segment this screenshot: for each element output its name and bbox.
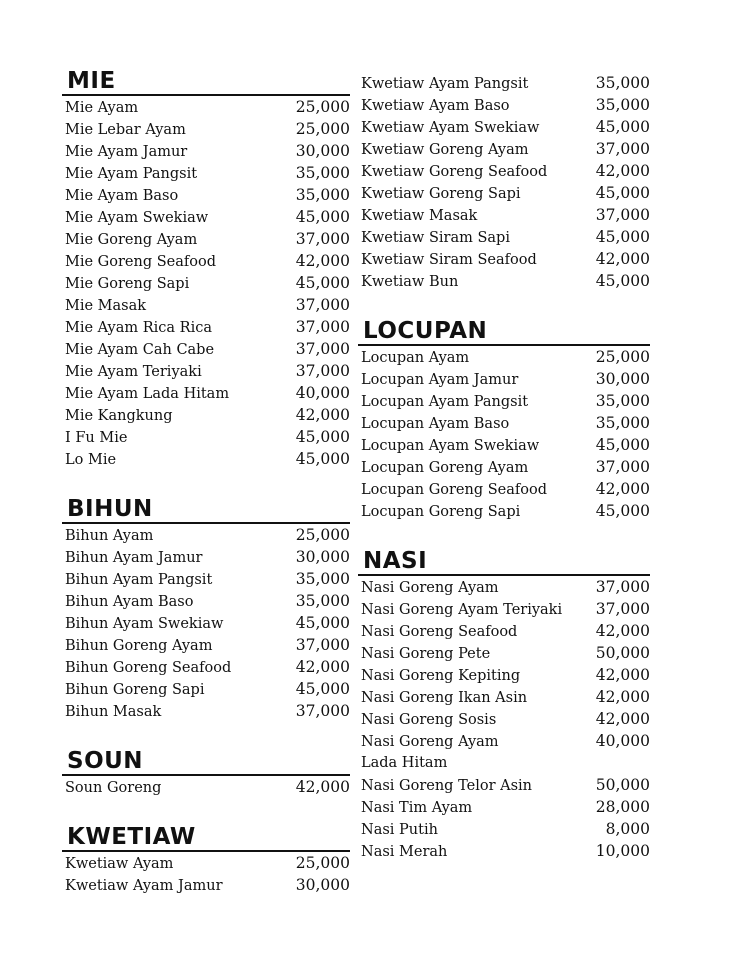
menu-item-row bbox=[62, 678, 350, 700]
menu-item-price: 42,000 bbox=[595, 710, 650, 728]
menu-item-name: Locupan Ayam Pangsit bbox=[361, 394, 529, 410]
section-soun bbox=[62, 748, 350, 798]
menu-item-price: 42,000 bbox=[295, 406, 350, 424]
menu-item-row bbox=[62, 338, 350, 360]
menu-item-name: Mie Kangkung bbox=[65, 408, 173, 424]
menu-item-price: 50,000 bbox=[595, 776, 650, 794]
section-title-locupan: LOCUPAN bbox=[358, 318, 650, 346]
menu-item-row bbox=[358, 840, 650, 862]
menu-item-price: 28,000 bbox=[595, 798, 650, 816]
menu-item-name: Kwetiaw Ayam Jamur bbox=[65, 878, 223, 894]
menu-item-row bbox=[358, 708, 650, 730]
menu-item-name: Lo Mie bbox=[65, 452, 117, 468]
menu-item-price: 35,000 bbox=[295, 570, 350, 588]
menu-item-name: Bihun Masak bbox=[65, 704, 162, 720]
menu-item-price: 42,000 bbox=[595, 250, 650, 268]
menu-item-name: Nasi Tim Ayam bbox=[361, 800, 473, 816]
menu-item-price: 50,000 bbox=[595, 644, 650, 662]
menu-item-price: 25,000 bbox=[295, 120, 350, 138]
menu-item-price: 37,000 bbox=[595, 578, 650, 596]
menu-item-name: Bihun Ayam Jamur bbox=[65, 550, 203, 566]
menu-item-price: 35,000 bbox=[595, 74, 650, 92]
menu-item-row bbox=[62, 656, 350, 678]
menu-item-name: Kwetiaw Bun bbox=[361, 274, 459, 290]
menu-item-name: Locupan Goreng Seafood bbox=[361, 482, 548, 498]
menu-column-right bbox=[358, 68, 650, 862]
menu-item-row bbox=[358, 434, 650, 456]
menu-item-name: Soun Goreng bbox=[65, 780, 162, 796]
section-title-mie: MIE bbox=[62, 68, 350, 96]
menu-item-price: 45,000 bbox=[295, 614, 350, 632]
menu-item-row bbox=[358, 664, 650, 686]
menu-item-name: Bihun Goreng Ayam bbox=[65, 638, 213, 654]
menu-item-name: Bihun Goreng Seafood bbox=[65, 660, 232, 676]
menu-item-name: Locupan Ayam Jamur bbox=[361, 372, 519, 388]
menu-item-name: Mie Ayam Rica Rica bbox=[65, 320, 213, 336]
menu-item-name: Kwetiaw Goreng Ayam bbox=[361, 142, 529, 158]
menu-item-row bbox=[358, 620, 650, 642]
menu-item-name: Mie Goreng Seafood bbox=[65, 254, 216, 270]
menu-item-row bbox=[358, 270, 650, 292]
menu-item-name: Kwetiaw Ayam Swekiaw bbox=[361, 120, 540, 136]
menu-item-name: Bihun Ayam bbox=[65, 528, 154, 544]
menu-item-price: 35,000 bbox=[595, 392, 650, 410]
menu-item-price: 37,000 bbox=[295, 636, 350, 654]
section-kwetiaw bbox=[62, 824, 350, 896]
menu-item-name: Mie Ayam Cah Cabe bbox=[65, 342, 215, 358]
menu-item-price: 30,000 bbox=[295, 142, 350, 160]
menu-item-row bbox=[358, 94, 650, 116]
menu-item-name: Locupan Ayam bbox=[361, 350, 470, 366]
menu-item-price: 30,000 bbox=[295, 548, 350, 566]
menu-item-name: Mie Goreng Sapi bbox=[65, 276, 190, 292]
menu-item-row bbox=[62, 96, 350, 118]
menu-item-name: Nasi Goreng Seafood bbox=[361, 624, 518, 640]
menu-item-name: Kwetiaw Siram Sapi bbox=[361, 230, 510, 246]
menu-item-price: 45,000 bbox=[295, 428, 350, 446]
menu-item-price: 37,000 bbox=[295, 362, 350, 380]
menu-item-row bbox=[62, 426, 350, 448]
menu-item-name: Nasi Putih bbox=[361, 822, 438, 838]
menu-item-name: Kwetiaw Ayam Baso bbox=[361, 98, 510, 114]
menu-column-left bbox=[62, 68, 350, 896]
menu-item-price: 37,000 bbox=[595, 140, 650, 158]
menu-item-price: 42,000 bbox=[595, 666, 650, 684]
menu-item-row bbox=[62, 162, 350, 184]
section-kwetiaw-continued bbox=[358, 72, 650, 292]
menu-item-name: Mie Ayam Swekiaw bbox=[65, 210, 209, 226]
menu-item-price: 45,000 bbox=[595, 184, 650, 202]
menu-item-row bbox=[62, 448, 350, 470]
menu-item-row bbox=[62, 700, 350, 722]
menu-item-price: 45,000 bbox=[595, 502, 650, 520]
menu-item-price: 42,000 bbox=[295, 252, 350, 270]
menu-item-row bbox=[358, 72, 650, 94]
menu-item-name: Nasi Goreng Ayam Teriyaki bbox=[361, 602, 563, 618]
menu-item-price: 37,000 bbox=[595, 206, 650, 224]
menu-item-name: Bihun Ayam Pangsit bbox=[65, 572, 213, 588]
menu-item-price: 37,000 bbox=[595, 458, 650, 476]
menu-item-row bbox=[62, 316, 350, 338]
menu-item-row bbox=[62, 184, 350, 206]
menu-item-price: 45,000 bbox=[595, 118, 650, 136]
menu-item-price: 30,000 bbox=[595, 370, 650, 388]
section-mie bbox=[62, 68, 350, 470]
menu-item-row bbox=[358, 774, 650, 796]
menu-item-price: 42,000 bbox=[595, 622, 650, 640]
menu-item-name: I Fu Mie bbox=[65, 430, 128, 446]
menu-item-name: Mie Ayam Baso bbox=[65, 188, 179, 204]
menu-item-row bbox=[358, 730, 650, 752]
menu-item-row bbox=[358, 346, 650, 368]
menu-item-row bbox=[358, 796, 650, 818]
menu-item-row bbox=[62, 294, 350, 316]
section-bihun bbox=[62, 496, 350, 722]
menu-item-name: Kwetiaw Siram Seafood bbox=[361, 252, 537, 268]
menu-item-row bbox=[358, 686, 650, 708]
menu-item-row bbox=[358, 500, 650, 522]
menu-item-row bbox=[62, 250, 350, 272]
menu-item-row bbox=[62, 382, 350, 404]
menu-item-name: Lada Hitam bbox=[361, 755, 448, 771]
menu-item-price: 45,000 bbox=[295, 208, 350, 226]
section-locupan bbox=[358, 318, 650, 522]
menu-item-row bbox=[358, 598, 650, 620]
menu-item-name: Nasi Goreng Ayam bbox=[361, 734, 499, 750]
menu-item-name: Locupan Goreng Sapi bbox=[361, 504, 521, 520]
menu-item-price: 30,000 bbox=[295, 876, 350, 894]
menu-item-name: Kwetiaw Masak bbox=[361, 208, 478, 224]
menu-item-name: Mie Ayam Teriyaki bbox=[65, 364, 202, 380]
menu-item-price: 8,000 bbox=[605, 820, 650, 838]
menu-item-row bbox=[62, 852, 350, 874]
menu-item-name: Kwetiaw Goreng Sapi bbox=[361, 186, 521, 202]
section-title-kwetiaw: KWETIAW bbox=[62, 824, 350, 852]
menu-item-price: 37,000 bbox=[295, 702, 350, 720]
menu-item-row bbox=[358, 412, 650, 434]
menu-item-row bbox=[358, 226, 650, 248]
menu-item-row bbox=[62, 272, 350, 294]
menu-item-row bbox=[358, 204, 650, 226]
menu-item-price: 40,000 bbox=[295, 384, 350, 402]
menu-item-name: Locupan Goreng Ayam bbox=[361, 460, 529, 476]
menu-item-name: Kwetiaw Ayam Pangsit bbox=[361, 76, 529, 92]
menu-item-price: 37,000 bbox=[295, 296, 350, 314]
menu-item-price: 42,000 bbox=[295, 658, 350, 676]
menu-item-name: Bihun Goreng Sapi bbox=[65, 682, 205, 698]
menu-item-price: 25,000 bbox=[295, 98, 350, 116]
menu-item-row bbox=[62, 776, 350, 798]
menu-item-price: 35,000 bbox=[295, 186, 350, 204]
menu-item-row bbox=[358, 138, 650, 160]
section-title-nasi: NASI bbox=[358, 548, 650, 576]
menu-item-row bbox=[358, 478, 650, 500]
menu-item-name: Mie Lebar Ayam bbox=[65, 122, 186, 138]
menu-item-name: Mie Masak bbox=[65, 298, 147, 314]
menu-item-price: 25,000 bbox=[295, 854, 350, 872]
menu-item-price: 42,000 bbox=[295, 778, 350, 796]
menu-item-price: 45,000 bbox=[595, 436, 650, 454]
menu-item-name: Bihun Ayam Swekiaw bbox=[65, 616, 224, 632]
section-nasi bbox=[358, 548, 650, 862]
menu-item-row bbox=[358, 752, 650, 774]
menu-item-row bbox=[62, 612, 350, 634]
menu-item-price: 42,000 bbox=[595, 688, 650, 706]
menu-item-row bbox=[62, 634, 350, 656]
menu-item-price: 37,000 bbox=[295, 318, 350, 336]
menu-item-row bbox=[358, 160, 650, 182]
menu-item-name: Bihun Ayam Baso bbox=[65, 594, 194, 610]
menu-item-row bbox=[62, 140, 350, 162]
menu-item-name: Nasi Merah bbox=[361, 844, 448, 860]
menu-item-row bbox=[62, 524, 350, 546]
menu-item-price: 42,000 bbox=[595, 162, 650, 180]
menu-item-name: Mie Ayam Jamur bbox=[65, 144, 188, 160]
menu-item-row bbox=[358, 116, 650, 138]
menu-item-name: Mie Ayam bbox=[65, 100, 139, 116]
menu-item-price: 35,000 bbox=[595, 96, 650, 114]
menu-item-name: Mie Ayam Pangsit bbox=[65, 166, 198, 182]
menu-item-row bbox=[62, 546, 350, 568]
menu-item-price: 37,000 bbox=[295, 340, 350, 358]
menu-item-name: Nasi Goreng Pete bbox=[361, 646, 491, 662]
menu-item-row bbox=[358, 390, 650, 412]
menu-item-row bbox=[62, 228, 350, 250]
menu-item-price: 45,000 bbox=[595, 228, 650, 246]
menu-item-name: Nasi Goreng Ikan Asin bbox=[361, 690, 528, 706]
menu-item-price: 40,000 bbox=[595, 732, 650, 750]
menu-item-name: Nasi Goreng Kepiting bbox=[361, 668, 521, 684]
menu-item-name: Nasi Goreng Telor Asin bbox=[361, 778, 532, 794]
menu-item-price: 45,000 bbox=[295, 680, 350, 698]
menu-item-row bbox=[358, 368, 650, 390]
menu-item-row bbox=[358, 818, 650, 840]
menu-item-price: 35,000 bbox=[295, 164, 350, 182]
section-title-bihun: BIHUN bbox=[62, 496, 350, 524]
menu-item-name: Kwetiaw Ayam bbox=[65, 856, 174, 872]
menu-item-row bbox=[358, 576, 650, 598]
menu-item-name: Kwetiaw Goreng Seafood bbox=[361, 164, 548, 180]
menu-item-price: 45,000 bbox=[595, 272, 650, 290]
menu-item-row bbox=[358, 642, 650, 664]
menu-item-name: Nasi Goreng Ayam bbox=[361, 580, 499, 596]
section-title-soun: SOUN bbox=[62, 748, 350, 776]
menu-item-name: Mie Ayam Lada Hitam bbox=[65, 386, 230, 402]
menu-item-price: 35,000 bbox=[595, 414, 650, 432]
menu-item-row bbox=[62, 404, 350, 426]
menu-item-row bbox=[62, 568, 350, 590]
menu-item-row bbox=[62, 118, 350, 140]
menu-item-row bbox=[358, 182, 650, 204]
menu-item-price: 42,000 bbox=[595, 480, 650, 498]
menu-item-name: Locupan Ayam Baso bbox=[361, 416, 510, 432]
menu-item-name: Mie Goreng Ayam bbox=[65, 232, 198, 248]
menu-item-name: Locupan Ayam Swekiaw bbox=[361, 438, 540, 454]
menu-item-price: 45,000 bbox=[295, 274, 350, 292]
menu-item-price: 37,000 bbox=[295, 230, 350, 248]
menu-item-price: 37,000 bbox=[595, 600, 650, 618]
menu-item-row bbox=[358, 456, 650, 478]
menu-item-name: Nasi Goreng Sosis bbox=[361, 712, 497, 728]
menu-item-price: 10,000 bbox=[595, 842, 650, 860]
menu-item-row bbox=[62, 874, 350, 896]
menu-item-row bbox=[62, 590, 350, 612]
menu-item-row bbox=[62, 206, 350, 228]
menu-item-row bbox=[62, 360, 350, 382]
menu-item-price: 25,000 bbox=[295, 526, 350, 544]
menu-item-price: 45,000 bbox=[295, 450, 350, 468]
menu-item-price: 25,000 bbox=[595, 348, 650, 366]
menu-item-row bbox=[358, 248, 650, 270]
menu-item-price: 35,000 bbox=[295, 592, 350, 610]
